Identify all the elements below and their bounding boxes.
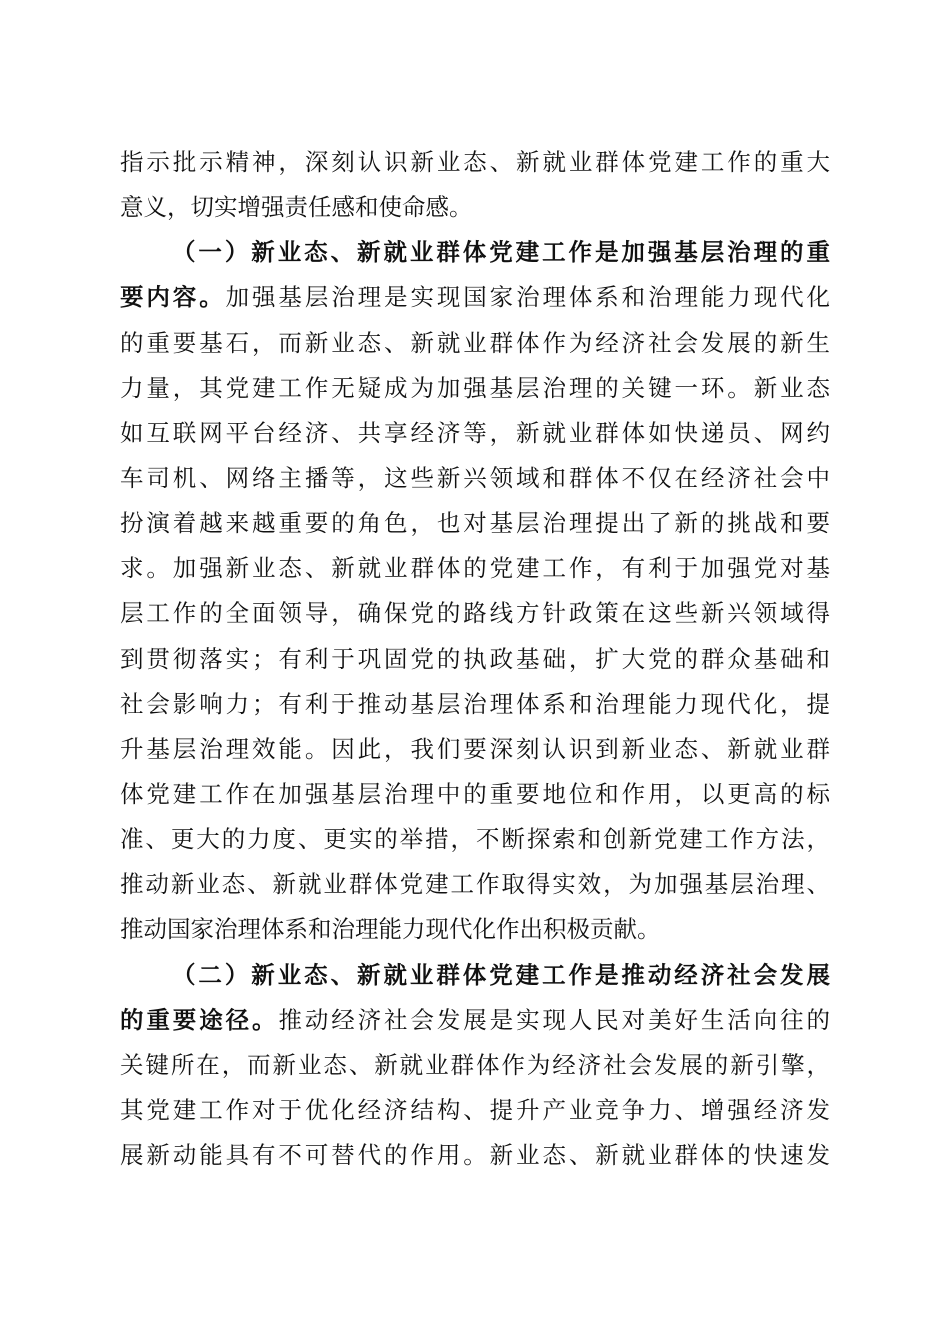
text-line (120, 817, 830, 862)
line-text: 求。加强新业态、新就业群体的党建工作，有利于加强党对基 (120, 554, 830, 583)
line-text: 指示批示精神，深刻认识新业态、新就业群体党建工作的重大 (120, 148, 830, 176)
text-line (120, 366, 830, 411)
text-line (120, 591, 830, 636)
text-line (120, 907, 830, 952)
line-text: 如互联网平台经济、共享经济等，新就业群体如快递员、网约 (120, 418, 830, 447)
text-line (120, 998, 830, 1043)
text-line (120, 862, 830, 907)
section-heading-text: （一）新业态、新就业群体党建工作是加强基层治理的重 (172, 238, 830, 267)
section-heading-text: 要内容。 (120, 283, 226, 312)
line-text: 力量，其党建工作无疑成为加强基层治理的关键一环。新业态 (120, 373, 830, 402)
line-text: 展新动能具有不可替代的作用。新业态、新就业群体的快速发 (120, 1141, 830, 1170)
text-line (120, 321, 830, 366)
line-text: 推动新业态、新就业群体党建工作取得实效，为加强基层治理、 (120, 870, 830, 899)
line-text: 准、更大的力度、更实的举措，不断探索和创新党建工作方法， (120, 825, 830, 854)
text-line (120, 1043, 830, 1088)
text-line (120, 140, 830, 185)
line-text: 的重要基石，而新业态、新就业群体作为经济社会发展的新生 (120, 328, 830, 357)
line-text: 到贯彻落实；有利于巩固党的执政基础，扩大党的群众基础和 (120, 644, 830, 673)
line-text: 升基层治理效能。因此，我们要深刻认识到新业态、新就业群 (120, 734, 830, 763)
line-text: 社会影响力；有利于推动基层治理体系和治理能力现代化，提 (120, 689, 830, 718)
text-line (120, 456, 830, 501)
text-line (120, 772, 830, 817)
line-text: 推动经济社会发展是实现人民对美好生活向往的 (278, 1005, 831, 1034)
line-text: 关键所在，而新业态、新就业群体作为经济社会发展的新引擎， (120, 1050, 830, 1079)
text-line (120, 275, 830, 320)
line-text: 车司机、网络主播等，这些新兴领域和群体不仅在经济社会中 (120, 463, 830, 492)
line-text: 体党建工作在加强基层治理中的重要地位和作用，以更高的标 (120, 779, 830, 808)
text-line (120, 411, 830, 456)
text-line (120, 1088, 830, 1133)
text-line (120, 546, 830, 591)
line-text: 层工作的全面领导，确保党的路线方针政策在这些新兴领域得 (120, 599, 830, 628)
document-body (120, 140, 830, 1178)
line-text: 推动国家治理体系和治理能力现代化作出积极贡献。 (120, 915, 661, 944)
line-text: 意义，切实增强责任感和使命感。 (120, 193, 473, 222)
section-heading-text: （二）新业态、新就业群体党建工作是推动经济社会发展 (172, 960, 830, 989)
text-line (120, 682, 830, 727)
section-heading-line (120, 953, 830, 998)
text-line (120, 1133, 830, 1178)
line-text: 扮演着越来越重要的角色，也对基层治理提出了新的挑战和要 (120, 509, 830, 538)
text-line (120, 185, 830, 230)
text-line (120, 637, 830, 682)
section-heading-text: 的重要途径。 (120, 1005, 279, 1034)
line-text: 加强基层治理是实现国家治理体系和治理能力现代化 (225, 283, 831, 312)
line-text: 其党建工作对于优化经济结构、提升产业竞争力、增强经济发 (120, 1095, 830, 1124)
text-line (120, 727, 830, 772)
section-heading-line (120, 230, 830, 275)
text-line (120, 501, 830, 546)
